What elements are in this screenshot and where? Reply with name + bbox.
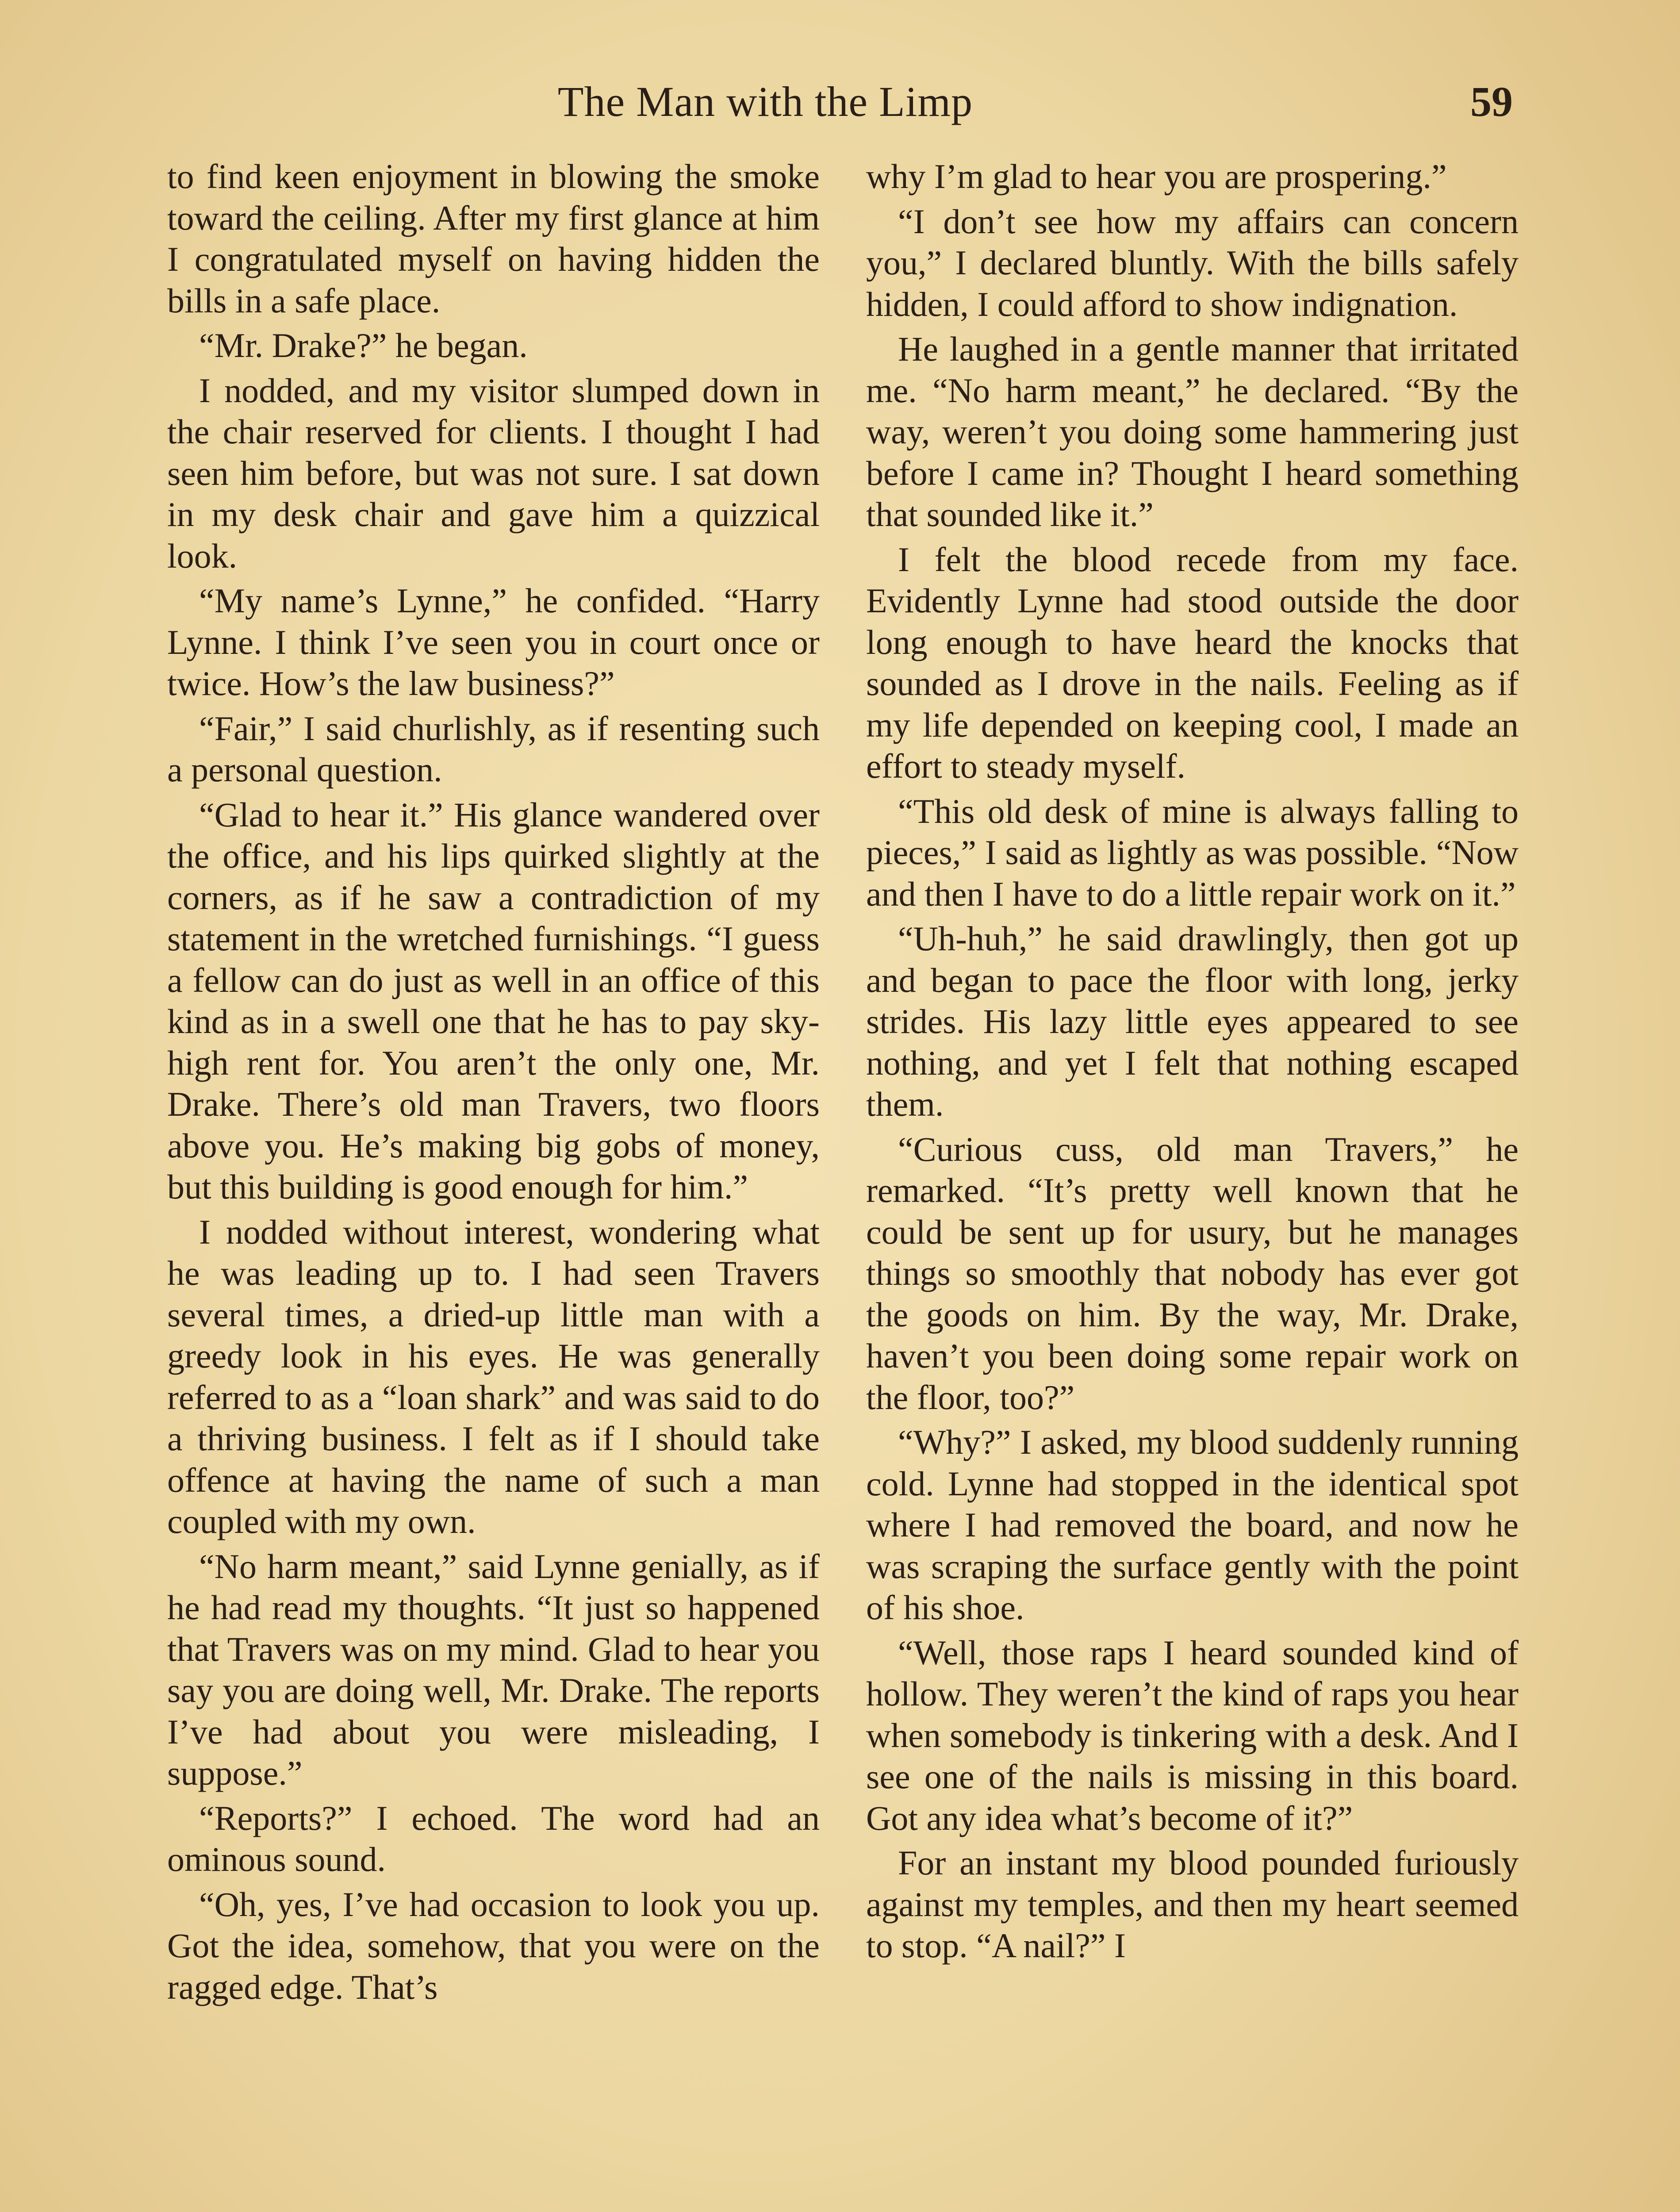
- paragraph: He laughed in a gentle manner that irritated me. “No harm meant,” he declared. “By the way, weren’t you doing some hammering just before I came in? Thought I heard something that sounded like it.”: [866, 330, 1519, 534]
- running-head: [168, 75, 1513, 128]
- paragraph: For an instant my blood pounded furiously against my temples, and then my heart seemed to stop. “A nail?” I: [866, 1843, 1519, 1965]
- left-column: [167, 156, 820, 2011]
- paragraph: “Uh-huh,” he said drawlingly, then got up and began to pace the floor with long, jerky strides. His lazy little eyes appeared to see nothing, and yet I felt that nothing escaped them.: [866, 919, 1519, 1123]
- paragraph: “Reports?” I echoed. The word had an ominous sound.: [167, 1798, 820, 1878]
- paragraph: to find keen enjoyment in blowing the smoke toward the ceiling. After my first glance at him I congratulated myself on having hidden the bills in a safe place.: [167, 157, 820, 320]
- paragraph: “Well, those raps I heard sounded kind of hollow. They weren’t the kind of raps you hear when somebody is tinkering with a desk. And I see one of the nails is missing in this board. Got any idea what’s become of it?”: [866, 1633, 1519, 1837]
- page-number: 59: [1470, 78, 1513, 125]
- paragraph: “Glad to hear it.” His glance wandered over the office, and his lips quirked slightly at the corners, as if he saw a contradiction of my statement in the wretched furnishings. “I guess a fellow can do just as well in an office of this kind as in a swell one that he has to pay sky-high rent for. You aren’t the only one, Mr. Drake. There’s old man Travers, two floors above you. He’s making big gobs of money, but this building is good enough for him.”: [167, 795, 820, 1206]
- paragraph: “Fair,” I said churlishly, as if resenting such a personal question.: [167, 709, 820, 789]
- paragraph: “This old desk of mine is always falling to pieces,” I said as lightly as was possible. “Now and then I have to do a little repair work on it.”: [866, 791, 1519, 913]
- chapter-title: The Man with the Limp: [557, 78, 973, 125]
- right-column: [866, 156, 1519, 1970]
- paragraph: why I’m glad to hear you are prospering.”: [866, 157, 1447, 196]
- paragraph: “Curious cuss, old man Travers,” he remarked. “It’s pretty well known that he could be sent up for usury, but he manages things so smoothly that nobody has ever got the goods on him. By the way, Mr. Drake, haven’t you been doing some repair work on the floor, too?”: [866, 1129, 1519, 1417]
- paragraph: “I don’t see how my affairs can concern you,” I declared bluntly. With the bills safely hidden, I could afford to show indignation.: [866, 202, 1519, 323]
- paragraph: “Oh, yes, I’ve had occasion to look you up. Got the idea, somehow, that you were on the ragged edge. That’s: [167, 1885, 820, 2006]
- paragraph: “My name’s Lynne,” he confided. “Harry Lynne. I think I’ve seen you in court once or twice. How’s the law business?”: [167, 581, 820, 703]
- paragraph: I nodded without interest, wondering what he was leading up to. I had seen Travers several times, a dried-up little man with a greedy look in his eyes. He was generally referred to as a “loan shark” and was said to do a thriving business. I felt as if I should take offence at having the name of such a man coupled with my own.: [167, 1212, 820, 1540]
- paragraph: “Why?” I asked, my blood suddenly running cold. Lynne had stopped in the identical spot where I had removed the board, and now he was scraping the surface gently with the point of his shoe.: [866, 1423, 1519, 1627]
- paragraph: “Mr. Drake?” he began.: [199, 326, 528, 365]
- paragraph: I nodded, and my visitor slumped down in the chair reserved for clients. I thought I had seen him before, but was not sure. I sat down in my desk chair and gave him a quizzical look.: [167, 371, 820, 575]
- paragraph: I felt the blood recede from my face. Evidently Lynne had stood outside the door long enough to have heard the knocks that sounded as I drove in the nails. Feeling as if my life depended on keeping cool, I made an effort to steady myself.: [866, 540, 1519, 785]
- paragraph: “No harm meant,” said Lynne genially, as if he had read my thoughts. “It just so happened that Travers was on my mind. Glad to hear you say you are doing well, Mr. Drake. The reports I’ve had about you were misleading, I suppose.”: [167, 1547, 820, 1792]
